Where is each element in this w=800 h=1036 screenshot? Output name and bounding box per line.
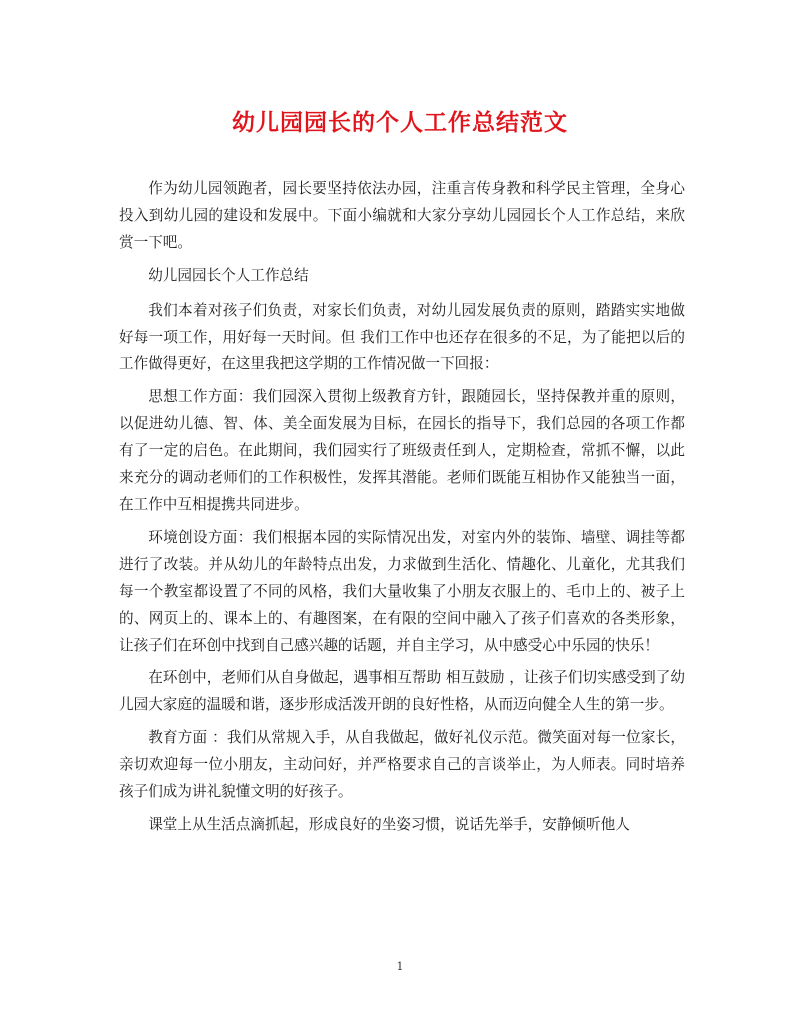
page-number: 1 (396, 960, 404, 973)
section-heading: 幼儿园园长个人工作总结 (148, 266, 309, 284)
document-title: 幼儿园园长的个人工作总结范文 (232, 109, 568, 136)
document-body (119, 176, 685, 845)
body-paragraph: 课堂上从生活点滴抓起，形成良好的坐姿习惯，说话先举手，安静倾听他人 (148, 815, 630, 833)
intro-paragraph: 作为幼儿园领跑者，园长要坚持依法办园，注重言传身教和科学民主管理，全身心投入到幼儿园的建设和发展中。下面小编就和大家分享幼儿园园长个人工作总结，来欣赏一下吧。 (119, 180, 685, 251)
body-paragraph: 在环创中，老师们从自身做起，遇事相互帮助 相互鼓励 ，让孩子们切实感受到了幼儿园大家庭的温暖和谐，逐步形成活泼开朗的良好性格，从而迈向健全人生的第一步。 (119, 669, 685, 714)
body-paragraph: 我们本着对孩子们负责，对家长们负责，对幼儿园发展负责的原则，踏踏实实地做好每一项工作，用好每一天时间。但 我们工作中也还存在很多的不足，为了能把以后的工作做得更好，在这里我把这学期的工作情况做一下回报： (119, 301, 685, 373)
body-paragraph: 教育方面 ：我们从常规入手，从自我做起，做好礼仪示范。微笑面对每一位家长，亲切欢迎每一位小朋友，主动问好，并严格要求自己的言谈举止，为人师表。同时培养孩子们成为讲礼貌懂文明的好孩子。 (119, 729, 685, 801)
body-paragraph: 环境创设方面：我们根据本园的实际情况出发，对室内外的装饰、墙壁、调挂等都进行了改装。并从幼儿的年龄特点出发，力求做到生活化、情趣化、儿童化，尤其我们每一个教室都设置了不同的风格，我们大量收集了小朋友衣服上的、毛巾上的、被子上的、网页上的、课本上的、有趣图案，在有限的空间中融入了孩子们喜欢的各类形象，让孩子们在环创中找到自己感兴趣的话题，并自主学习，从中感受心中乐园的快乐！ (119, 528, 685, 654)
body-paragraph: 思想工作方面：我们园深入贯彻上级教育方针，跟随园长，坚持保教并重的原则，以促进幼儿德、智、体、美全面发展为目标，在园长的指导下，我们总园的各项工作都有了一定的启色。在此期间，我们园实行了班级责任到人，定期检查，常抓不懈，以此来充分的调动老师们的工作积极性，发挥其潜能。老师们既能互相协作又能独当一面，在工作中互相提携共同进步。 (119, 388, 685, 513)
